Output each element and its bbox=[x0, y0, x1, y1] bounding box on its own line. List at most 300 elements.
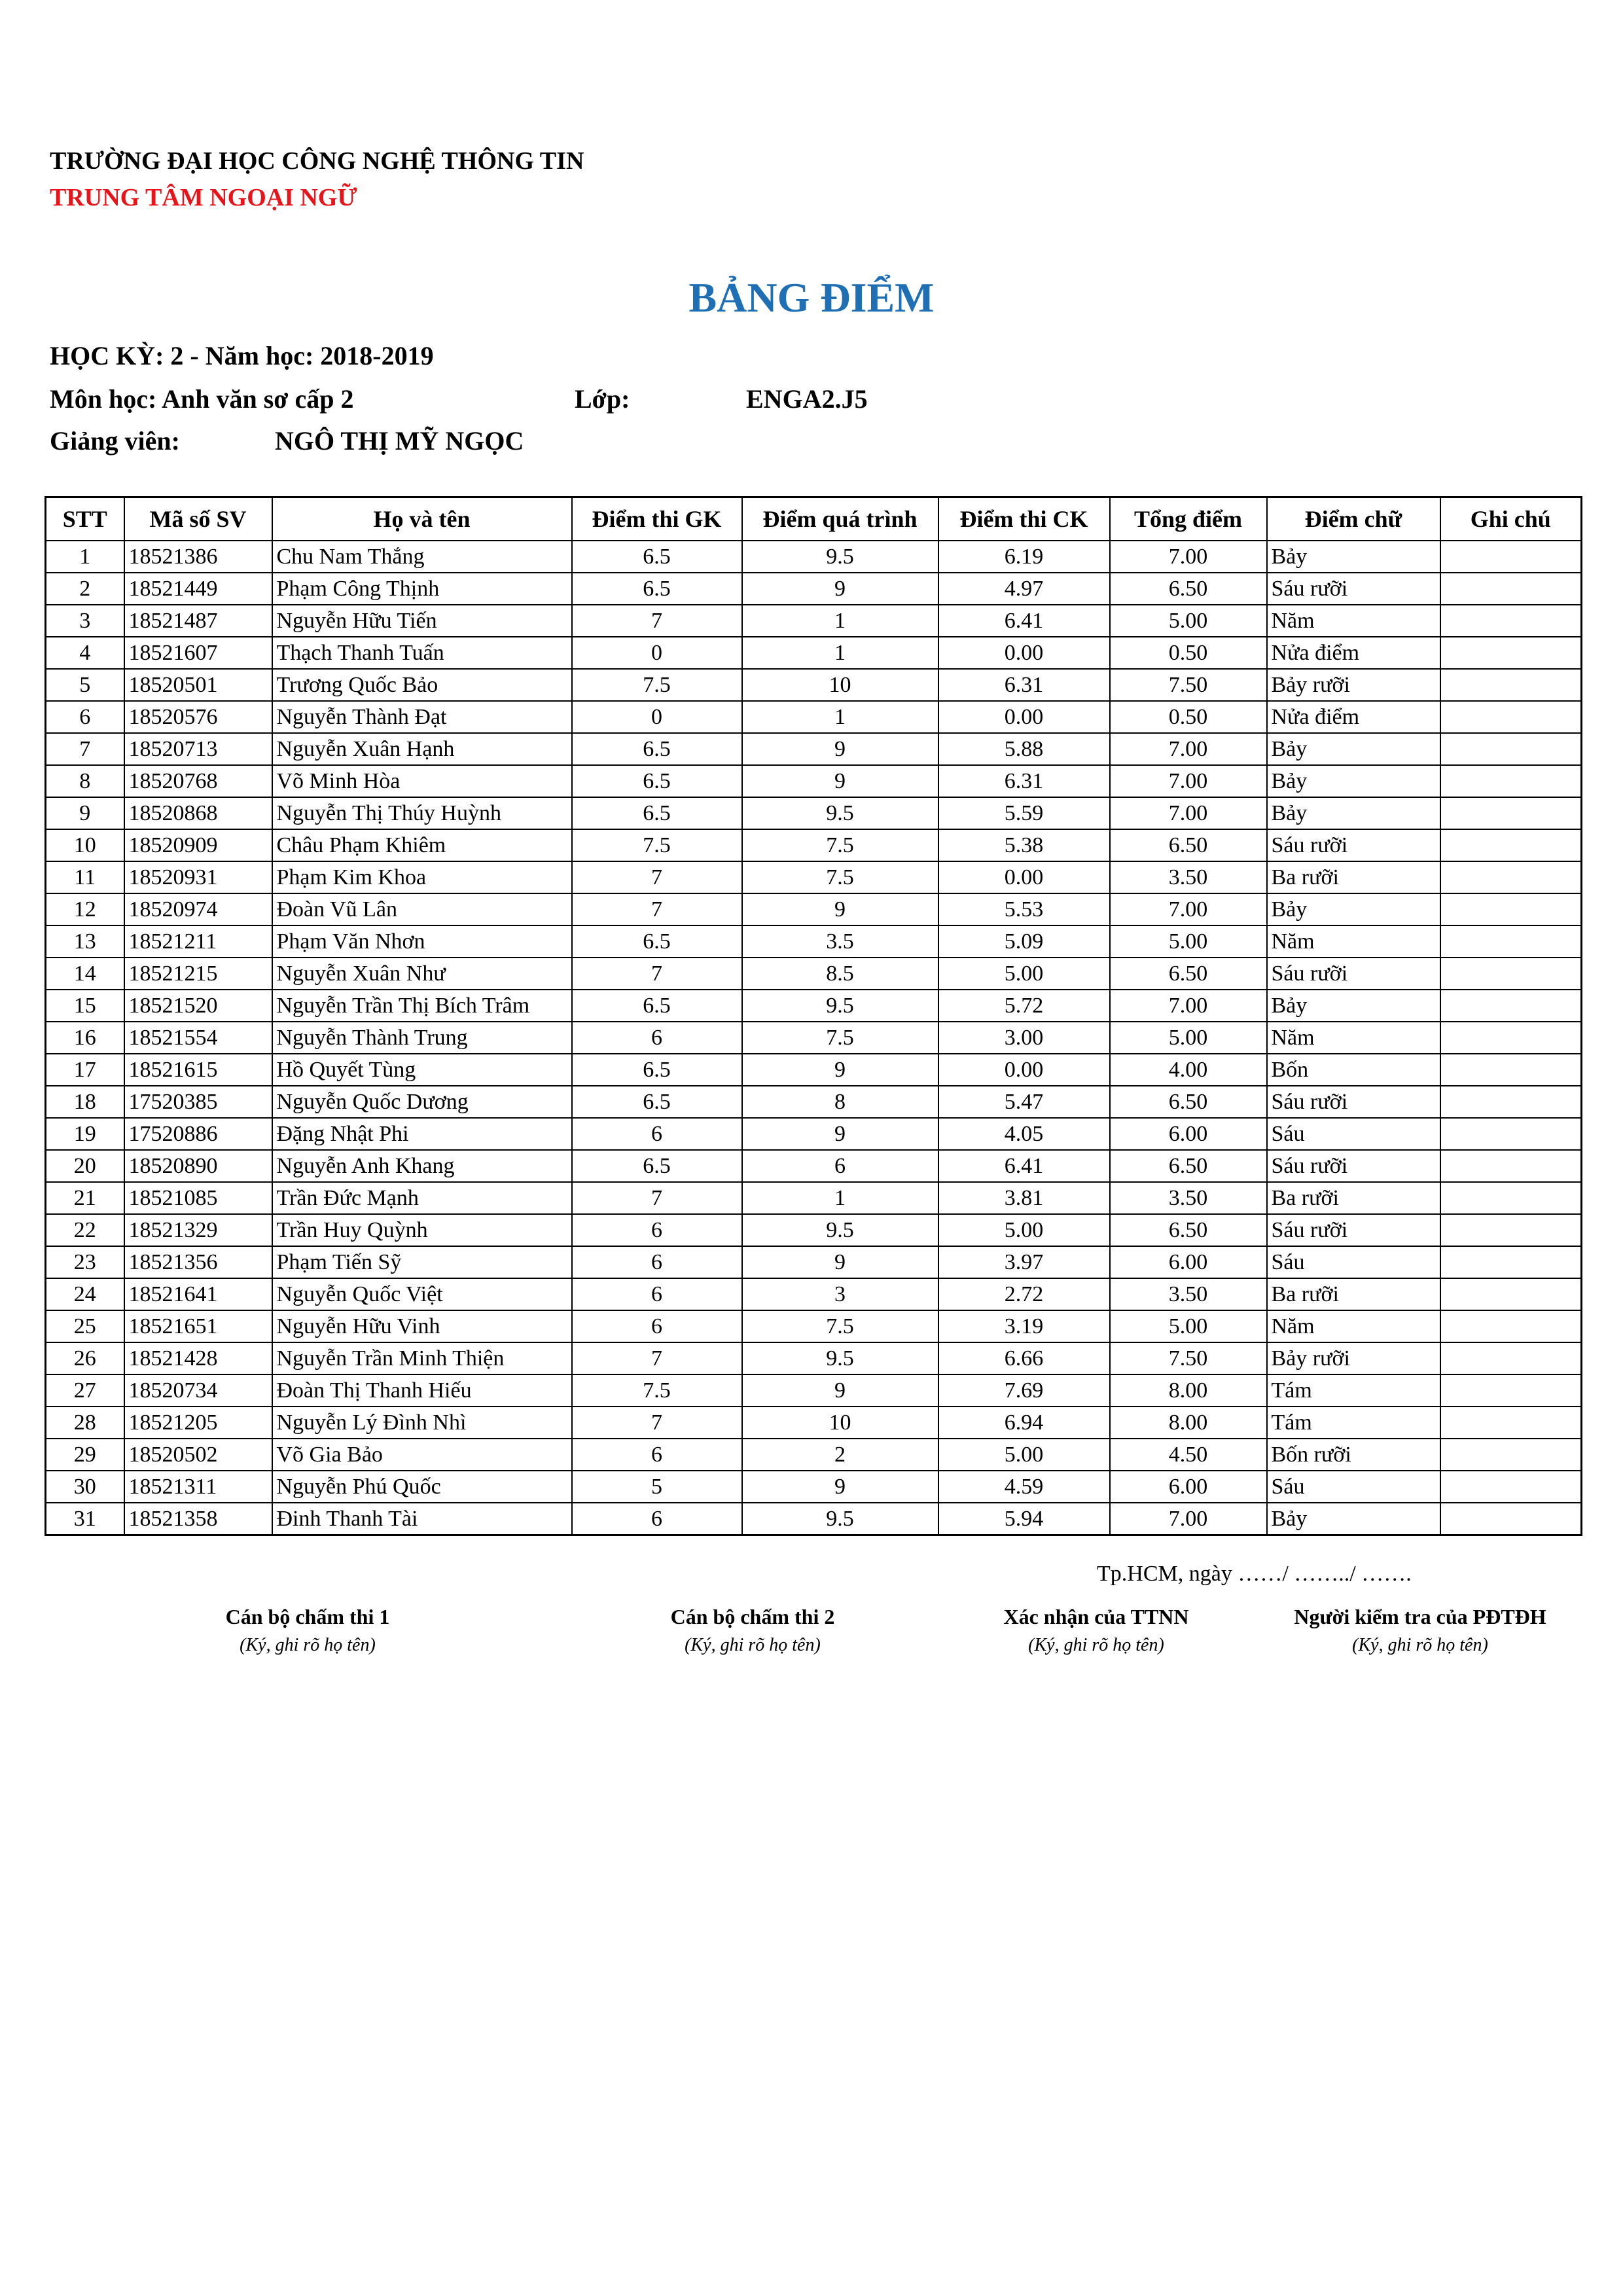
cell-stt: 1 bbox=[46, 541, 124, 573]
cell-midterm: 6 bbox=[572, 1310, 742, 1342]
cell-student-id: 18520974 bbox=[124, 893, 272, 925]
table-row bbox=[46, 1439, 1582, 1471]
cell-total: 3.50 bbox=[1110, 861, 1267, 893]
cell-student-id: 18521205 bbox=[124, 1407, 272, 1439]
cell-total: 5.00 bbox=[1110, 925, 1267, 958]
table-row bbox=[46, 1086, 1582, 1118]
cell-final: 0.00 bbox=[938, 1054, 1110, 1086]
table-row bbox=[46, 861, 1582, 893]
cell-process: 9.5 bbox=[742, 1503, 938, 1535]
cell-final: 6.31 bbox=[938, 765, 1110, 797]
cell-letter-grade: Ba rưỡi bbox=[1267, 1182, 1440, 1214]
cell-midterm: 6.5 bbox=[572, 1054, 742, 1086]
cell-full-name: Nguyễn Quốc Việt bbox=[272, 1278, 572, 1310]
signature-title-grader-1: Cán bộ chấm thi 1 bbox=[225, 1605, 390, 1628]
cell-full-name: Nguyễn Trần Minh Thiện bbox=[272, 1342, 572, 1374]
cell-note bbox=[1440, 1310, 1582, 1342]
cell-process: 1 bbox=[742, 701, 938, 733]
cell-letter-grade: Sáu rưỡi bbox=[1267, 958, 1440, 990]
table-row bbox=[46, 573, 1582, 605]
cell-midterm: 6.5 bbox=[572, 573, 742, 605]
cell-student-id: 18521651 bbox=[124, 1310, 272, 1342]
table-row bbox=[46, 1246, 1582, 1278]
cell-final: 5.88 bbox=[938, 733, 1110, 765]
cell-note bbox=[1440, 925, 1582, 958]
cell-student-id: 18520502 bbox=[124, 1439, 272, 1471]
cell-process: 1 bbox=[742, 1182, 938, 1214]
cell-note bbox=[1440, 797, 1582, 829]
table-row bbox=[46, 1471, 1582, 1503]
cell-process: 9 bbox=[742, 1471, 938, 1503]
cell-process: 1 bbox=[742, 637, 938, 669]
table-row bbox=[46, 701, 1582, 733]
cell-total: 0.50 bbox=[1110, 637, 1267, 669]
cell-stt: 26 bbox=[46, 1342, 124, 1374]
cell-note bbox=[1440, 733, 1582, 765]
cell-total: 8.00 bbox=[1110, 1407, 1267, 1439]
cell-midterm: 7 bbox=[572, 861, 742, 893]
cell-note bbox=[1440, 573, 1582, 605]
cell-total: 6.00 bbox=[1110, 1118, 1267, 1150]
signature-title-grader-2: Cán bộ chấm thi 2 bbox=[670, 1605, 835, 1628]
cell-total: 3.50 bbox=[1110, 1278, 1267, 1310]
cell-stt: 9 bbox=[46, 797, 124, 829]
cell-note bbox=[1440, 1503, 1582, 1535]
cell-process: 9.5 bbox=[742, 990, 938, 1022]
cell-final: 0.00 bbox=[938, 701, 1110, 733]
cell-midterm: 7 bbox=[572, 1342, 742, 1374]
cell-full-name: Trần Đức Mạnh bbox=[272, 1182, 572, 1214]
cell-note bbox=[1440, 1342, 1582, 1374]
cell-process: 9 bbox=[742, 733, 938, 765]
cell-process: 10 bbox=[742, 669, 938, 701]
cell-letter-grade: Tám bbox=[1267, 1407, 1440, 1439]
cell-process: 2 bbox=[742, 1439, 938, 1471]
cell-midterm: 7 bbox=[572, 1407, 742, 1439]
cell-student-id: 18520890 bbox=[124, 1150, 272, 1182]
cell-process: 8.5 bbox=[742, 958, 938, 990]
cell-note bbox=[1440, 605, 1582, 637]
cell-full-name: Trương Quốc Bảo bbox=[272, 669, 572, 701]
cell-letter-grade: Sáu rưỡi bbox=[1267, 573, 1440, 605]
table-row bbox=[46, 1118, 1582, 1150]
cell-process: 6 bbox=[742, 1150, 938, 1182]
cell-final: 6.41 bbox=[938, 1150, 1110, 1182]
cell-stt: 4 bbox=[46, 637, 124, 669]
cell-total: 3.50 bbox=[1110, 1182, 1267, 1214]
col-header-final: Điểm thi CK bbox=[938, 497, 1110, 541]
subject-info: Môn học: Anh văn sơ cấp 2 bbox=[50, 384, 354, 414]
cell-letter-grade: Bảy bbox=[1267, 541, 1440, 573]
cell-midterm: 6.5 bbox=[572, 990, 742, 1022]
cell-midterm: 7.5 bbox=[572, 829, 742, 861]
cell-midterm: 7.5 bbox=[572, 1374, 742, 1407]
table-row bbox=[46, 1278, 1582, 1310]
table-row bbox=[46, 1054, 1582, 1086]
cell-student-id: 18521211 bbox=[124, 925, 272, 958]
cell-full-name: Võ Gia Bảo bbox=[272, 1439, 572, 1471]
cell-final: 7.69 bbox=[938, 1374, 1110, 1407]
cell-stt: 10 bbox=[46, 829, 124, 861]
col-header-midterm: Điểm thi GK bbox=[572, 497, 742, 541]
cell-total: 6.50 bbox=[1110, 1150, 1267, 1182]
table-row bbox=[46, 797, 1582, 829]
table-row bbox=[46, 958, 1582, 990]
cell-full-name: Chu Nam Thắng bbox=[272, 541, 572, 573]
table-row bbox=[46, 829, 1582, 861]
cell-student-id: 18521641 bbox=[124, 1278, 272, 1310]
cell-full-name: Thạch Thanh Tuấn bbox=[272, 637, 572, 669]
cell-total: 5.00 bbox=[1110, 605, 1267, 637]
cell-final: 0.00 bbox=[938, 861, 1110, 893]
cell-note bbox=[1440, 1150, 1582, 1182]
cell-stt: 6 bbox=[46, 701, 124, 733]
table-row bbox=[46, 669, 1582, 701]
cell-process: 10 bbox=[742, 1407, 938, 1439]
cell-final: 5.00 bbox=[938, 1439, 1110, 1471]
cell-process: 9 bbox=[742, 1118, 938, 1150]
table-row bbox=[46, 1022, 1582, 1054]
col-header-total: Tổng điểm bbox=[1110, 497, 1267, 541]
table-row bbox=[46, 1310, 1582, 1342]
cell-letter-grade: Sáu rưỡi bbox=[1267, 1150, 1440, 1182]
cell-student-id: 18521554 bbox=[124, 1022, 272, 1054]
cell-letter-grade: Bảy rưỡi bbox=[1267, 1342, 1440, 1374]
cell-full-name: Hồ Quyết Tùng bbox=[272, 1054, 572, 1086]
cell-letter-grade: Bảy rưỡi bbox=[1267, 669, 1440, 701]
cell-note bbox=[1440, 637, 1582, 669]
date-line: Tp.HCM, ngày ……/ ……../ ……. bbox=[1097, 1562, 1412, 1586]
cell-final: 5.38 bbox=[938, 829, 1110, 861]
cell-midterm: 6.5 bbox=[572, 733, 742, 765]
cell-stt: 20 bbox=[46, 1150, 124, 1182]
school-name: TRƯỜNG ĐẠI HỌC CÔNG NGHỆ THÔNG TIN bbox=[50, 147, 584, 175]
center-name: TRUNG TÂM NGOẠI NGỮ bbox=[50, 184, 357, 211]
cell-stt: 17 bbox=[46, 1054, 124, 1086]
cell-student-id: 18520768 bbox=[124, 765, 272, 797]
cell-final: 5.94 bbox=[938, 1503, 1110, 1535]
cell-letter-grade: Sáu rưỡi bbox=[1267, 829, 1440, 861]
cell-student-id: 18521428 bbox=[124, 1342, 272, 1374]
cell-final: 5.59 bbox=[938, 797, 1110, 829]
cell-midterm: 6 bbox=[572, 1022, 742, 1054]
cell-final: 5.00 bbox=[938, 958, 1110, 990]
cell-student-id: 17520886 bbox=[124, 1118, 272, 1150]
signature-note-ttnn: (Ký, ghi rõ họ tên) bbox=[1028, 1635, 1164, 1655]
cell-student-id: 18521356 bbox=[124, 1246, 272, 1278]
cell-letter-grade: Bảy bbox=[1267, 1503, 1440, 1535]
cell-student-id: 18521607 bbox=[124, 637, 272, 669]
cell-midterm: 6.5 bbox=[572, 765, 742, 797]
cell-student-id: 18521085 bbox=[124, 1182, 272, 1214]
cell-note bbox=[1440, 1439, 1582, 1471]
cell-note bbox=[1440, 1086, 1582, 1118]
cell-stt: 27 bbox=[46, 1374, 124, 1407]
cell-stt: 2 bbox=[46, 573, 124, 605]
cell-final: 3.81 bbox=[938, 1182, 1110, 1214]
cell-process: 9 bbox=[742, 1246, 938, 1278]
cell-stt: 22 bbox=[46, 1214, 124, 1246]
cell-final: 5.72 bbox=[938, 990, 1110, 1022]
class-label: Lớp: bbox=[575, 384, 630, 414]
cell-letter-grade: Nửa điểm bbox=[1267, 701, 1440, 733]
cell-note bbox=[1440, 1374, 1582, 1407]
table-row bbox=[46, 925, 1582, 958]
cell-note bbox=[1440, 1246, 1582, 1278]
cell-process: 9 bbox=[742, 573, 938, 605]
cell-stt: 3 bbox=[46, 605, 124, 637]
col-header-letter-grade: Điểm chữ bbox=[1267, 497, 1440, 541]
table-row bbox=[46, 541, 1582, 573]
cell-midterm: 6.5 bbox=[572, 541, 742, 573]
cell-total: 7.00 bbox=[1110, 733, 1267, 765]
cell-process: 9.5 bbox=[742, 541, 938, 573]
cell-stt: 12 bbox=[46, 893, 124, 925]
cell-stt: 19 bbox=[46, 1118, 124, 1150]
cell-stt: 23 bbox=[46, 1246, 124, 1278]
cell-student-id: 18521487 bbox=[124, 605, 272, 637]
cell-stt: 30 bbox=[46, 1471, 124, 1503]
cell-stt: 16 bbox=[46, 1022, 124, 1054]
cell-final: 4.05 bbox=[938, 1118, 1110, 1150]
cell-process: 9 bbox=[742, 765, 938, 797]
cell-note bbox=[1440, 861, 1582, 893]
table-row bbox=[46, 605, 1582, 637]
cell-process: 9 bbox=[742, 1374, 938, 1407]
cell-total: 7.00 bbox=[1110, 765, 1267, 797]
cell-stt: 14 bbox=[46, 958, 124, 990]
cell-letter-grade: Bốn bbox=[1267, 1054, 1440, 1086]
class-value: ENGA2.J5 bbox=[746, 384, 868, 414]
signature-title-ttnn: Xác nhận của TTNN bbox=[1003, 1605, 1189, 1628]
cell-final: 6.66 bbox=[938, 1342, 1110, 1374]
cell-midterm: 6 bbox=[572, 1278, 742, 1310]
cell-full-name: Nguyễn Anh Khang bbox=[272, 1150, 572, 1182]
cell-final: 0.00 bbox=[938, 637, 1110, 669]
cell-student-id: 18520501 bbox=[124, 669, 272, 701]
table-row bbox=[46, 637, 1582, 669]
cell-total: 4.50 bbox=[1110, 1439, 1267, 1471]
signature-note-grader-1: (Ký, ghi rõ họ tên) bbox=[240, 1635, 376, 1655]
cell-letter-grade: Tám bbox=[1267, 1374, 1440, 1407]
cell-process: 9 bbox=[742, 893, 938, 925]
cell-final: 6.19 bbox=[938, 541, 1110, 573]
cell-note bbox=[1440, 829, 1582, 861]
cell-letter-grade: Bảy bbox=[1267, 893, 1440, 925]
col-header-full-name: Họ và tên bbox=[272, 497, 572, 541]
cell-stt: 21 bbox=[46, 1182, 124, 1214]
cell-total: 6.50 bbox=[1110, 1086, 1267, 1118]
cell-full-name: Nguyễn Thị Thúy Huỳnh bbox=[272, 797, 572, 829]
cell-midterm: 0 bbox=[572, 637, 742, 669]
cell-note bbox=[1440, 990, 1582, 1022]
cell-note bbox=[1440, 669, 1582, 701]
term-info: HỌC KỲ: 2 - Năm học: 2018-2019 bbox=[50, 341, 434, 370]
cell-midterm: 7 bbox=[572, 893, 742, 925]
cell-full-name: Nguyễn Thành Trung bbox=[272, 1022, 572, 1054]
cell-full-name: Trần Huy Quỳnh bbox=[272, 1214, 572, 1246]
cell-full-name: Đoàn Vũ Lân bbox=[272, 893, 572, 925]
cell-midterm: 6 bbox=[572, 1503, 742, 1535]
cell-letter-grade: Sáu rưỡi bbox=[1267, 1214, 1440, 1246]
cell-letter-grade: Năm bbox=[1267, 605, 1440, 637]
cell-total: 6.00 bbox=[1110, 1471, 1267, 1503]
cell-final: 5.09 bbox=[938, 925, 1110, 958]
cell-letter-grade: Năm bbox=[1267, 1022, 1440, 1054]
table-row bbox=[46, 1182, 1582, 1214]
table-row bbox=[46, 893, 1582, 925]
cell-midterm: 6.5 bbox=[572, 1086, 742, 1118]
cell-stt: 29 bbox=[46, 1439, 124, 1471]
cell-note bbox=[1440, 958, 1582, 990]
cell-final: 5.47 bbox=[938, 1086, 1110, 1118]
cell-full-name: Nguyễn Quốc Dương bbox=[272, 1086, 572, 1118]
cell-note bbox=[1440, 765, 1582, 797]
cell-total: 5.00 bbox=[1110, 1310, 1267, 1342]
table-row bbox=[46, 765, 1582, 797]
cell-final: 2.72 bbox=[938, 1278, 1110, 1310]
cell-total: 6.00 bbox=[1110, 1246, 1267, 1278]
cell-note bbox=[1440, 1022, 1582, 1054]
page-title: BẢNG ĐIỂM bbox=[688, 274, 935, 321]
cell-full-name: Võ Minh Hòa bbox=[272, 765, 572, 797]
cell-note bbox=[1440, 1471, 1582, 1503]
cell-note bbox=[1440, 1278, 1582, 1310]
table-row bbox=[46, 1374, 1582, 1407]
cell-total: 6.50 bbox=[1110, 829, 1267, 861]
cell-student-id: 18521520 bbox=[124, 990, 272, 1022]
cell-final: 6.41 bbox=[938, 605, 1110, 637]
lecturer-value: NGÔ THỊ MỸ NGỌC bbox=[275, 426, 524, 456]
cell-full-name: Phạm Kim Khoa bbox=[272, 861, 572, 893]
cell-letter-grade: Bảy bbox=[1267, 797, 1440, 829]
cell-full-name: Nguyễn Lý Đình Nhì bbox=[272, 1407, 572, 1439]
lecturer-label: Giảng viên: bbox=[50, 426, 180, 456]
cell-total: 5.00 bbox=[1110, 1022, 1267, 1054]
cell-stt: 15 bbox=[46, 990, 124, 1022]
cell-note bbox=[1440, 1214, 1582, 1246]
table-header-row bbox=[46, 497, 1582, 541]
cell-student-id: 18521615 bbox=[124, 1054, 272, 1086]
cell-note bbox=[1440, 1118, 1582, 1150]
cell-full-name: Nguyễn Hữu Vinh bbox=[272, 1310, 572, 1342]
cell-midterm: 6.5 bbox=[572, 925, 742, 958]
cell-full-name: Đinh Thanh Tài bbox=[272, 1503, 572, 1535]
cell-student-id: 17520385 bbox=[124, 1086, 272, 1118]
cell-midterm: 0 bbox=[572, 701, 742, 733]
cell-total: 7.00 bbox=[1110, 797, 1267, 829]
cell-process: 9.5 bbox=[742, 797, 938, 829]
cell-full-name: Phạm Công Thịnh bbox=[272, 573, 572, 605]
cell-final: 6.31 bbox=[938, 669, 1110, 701]
cell-full-name: Nguyễn Hữu Tiến bbox=[272, 605, 572, 637]
cell-total: 7.00 bbox=[1110, 990, 1267, 1022]
cell-process: 7.5 bbox=[742, 1310, 938, 1342]
cell-letter-grade: Sáu bbox=[1267, 1471, 1440, 1503]
cell-process: 9.5 bbox=[742, 1342, 938, 1374]
cell-total: 6.50 bbox=[1110, 573, 1267, 605]
cell-total: 4.00 bbox=[1110, 1054, 1267, 1086]
cell-note bbox=[1440, 1182, 1582, 1214]
cell-midterm: 6 bbox=[572, 1246, 742, 1278]
cell-final: 4.59 bbox=[938, 1471, 1110, 1503]
cell-student-id: 18521449 bbox=[124, 573, 272, 605]
cell-stt: 24 bbox=[46, 1278, 124, 1310]
cell-stt: 28 bbox=[46, 1407, 124, 1439]
cell-note bbox=[1440, 1054, 1582, 1086]
table-row bbox=[46, 733, 1582, 765]
signature-title-checker: Người kiểm tra của PĐTĐH bbox=[1294, 1605, 1546, 1628]
cell-total: 8.00 bbox=[1110, 1374, 1267, 1407]
cell-process: 9.5 bbox=[742, 1214, 938, 1246]
cell-student-id: 18521386 bbox=[124, 541, 272, 573]
cell-process: 7.5 bbox=[742, 1022, 938, 1054]
cell-student-id: 18520713 bbox=[124, 733, 272, 765]
cell-note bbox=[1440, 893, 1582, 925]
cell-total: 7.50 bbox=[1110, 1342, 1267, 1374]
col-header-note: Ghi chú bbox=[1440, 497, 1582, 541]
cell-total: 0.50 bbox=[1110, 701, 1267, 733]
cell-full-name: Nguyễn Thành Đạt bbox=[272, 701, 572, 733]
cell-full-name: Đặng Nhật Phi bbox=[272, 1118, 572, 1150]
cell-full-name: Nguyễn Phú Quốc bbox=[272, 1471, 572, 1503]
cell-midterm: 6 bbox=[572, 1214, 742, 1246]
cell-student-id: 18521215 bbox=[124, 958, 272, 990]
cell-letter-grade: Năm bbox=[1267, 1310, 1440, 1342]
cell-stt: 13 bbox=[46, 925, 124, 958]
cell-midterm: 7 bbox=[572, 1182, 742, 1214]
cell-full-name: Nguyễn Xuân Hạnh bbox=[272, 733, 572, 765]
cell-midterm: 7 bbox=[572, 958, 742, 990]
cell-process: 3 bbox=[742, 1278, 938, 1310]
cell-note bbox=[1440, 541, 1582, 573]
cell-process: 8 bbox=[742, 1086, 938, 1118]
cell-total: 6.50 bbox=[1110, 958, 1267, 990]
col-header-process: Điểm quá trình bbox=[742, 497, 938, 541]
signature-note-grader-2: (Ký, ghi rõ họ tên) bbox=[685, 1635, 821, 1655]
cell-letter-grade: Bảy bbox=[1267, 990, 1440, 1022]
cell-student-id: 18521329 bbox=[124, 1214, 272, 1246]
col-header-stt: STT bbox=[46, 497, 124, 541]
cell-final: 6.94 bbox=[938, 1407, 1110, 1439]
cell-full-name: Đoàn Thị Thanh Hiếu bbox=[272, 1374, 572, 1407]
cell-student-id: 18520576 bbox=[124, 701, 272, 733]
cell-final: 5.53 bbox=[938, 893, 1110, 925]
table-row bbox=[46, 990, 1582, 1022]
cell-note bbox=[1440, 701, 1582, 733]
table-row bbox=[46, 1214, 1582, 1246]
cell-letter-grade: Ba rưỡi bbox=[1267, 1278, 1440, 1310]
cell-midterm: 6 bbox=[572, 1118, 742, 1150]
table-row bbox=[46, 1342, 1582, 1374]
cell-process: 7.5 bbox=[742, 829, 938, 861]
cell-student-id: 18520931 bbox=[124, 861, 272, 893]
cell-process: 3.5 bbox=[742, 925, 938, 958]
cell-total: 7.50 bbox=[1110, 669, 1267, 701]
cell-student-id: 18520868 bbox=[124, 797, 272, 829]
cell-total: 7.00 bbox=[1110, 541, 1267, 573]
cell-stt: 31 bbox=[46, 1503, 124, 1535]
cell-full-name: Phạm Tiến Sỹ bbox=[272, 1246, 572, 1278]
cell-letter-grade: Sáu rưỡi bbox=[1267, 1086, 1440, 1118]
cell-student-id: 18520909 bbox=[124, 829, 272, 861]
cell-final: 3.00 bbox=[938, 1022, 1110, 1054]
cell-student-id: 18520734 bbox=[124, 1374, 272, 1407]
cell-stt: 25 bbox=[46, 1310, 124, 1342]
table-row bbox=[46, 1150, 1582, 1182]
cell-stt: 8 bbox=[46, 765, 124, 797]
cell-letter-grade: Ba rưỡi bbox=[1267, 861, 1440, 893]
